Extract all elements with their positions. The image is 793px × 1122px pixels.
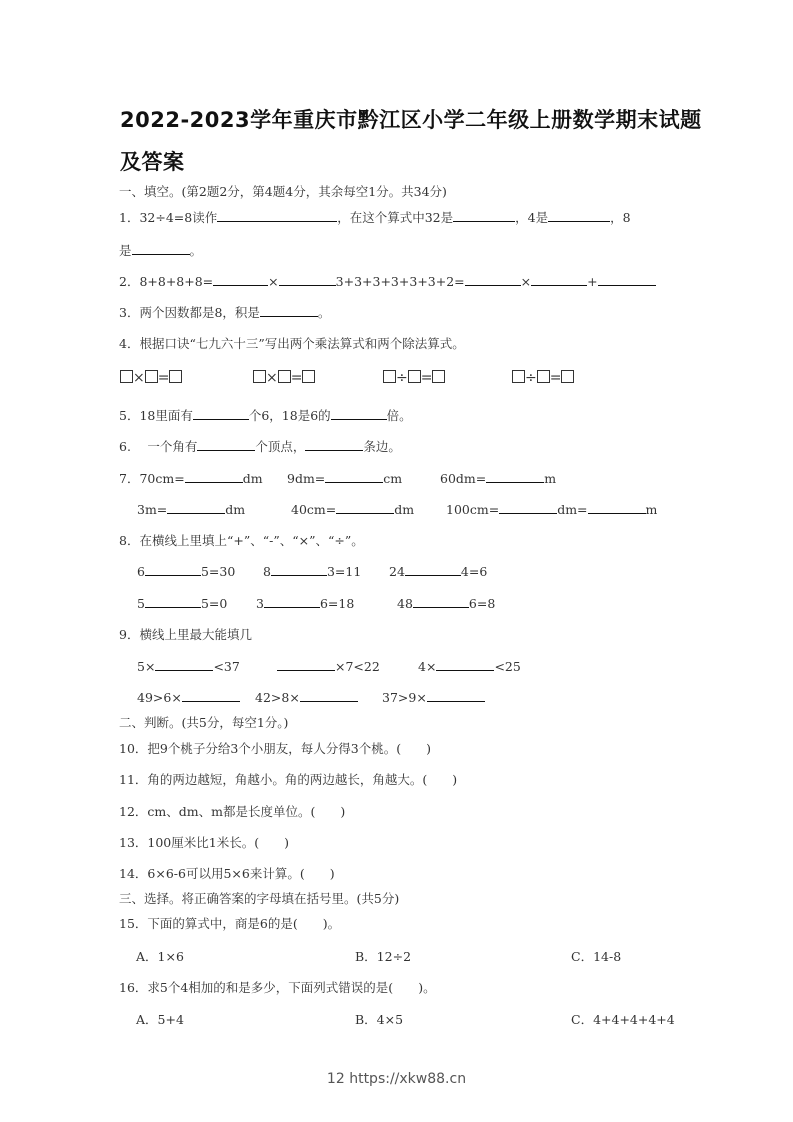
q1-text-d: ，8 <box>610 210 631 225</box>
q8-pre: 6 <box>137 564 145 579</box>
q2-text-c: 3+3+3+3+3+3+2= <box>335 274 465 289</box>
q1-blank-4[interactable] <box>132 241 190 255</box>
q7-blank[interactable] <box>486 469 544 483</box>
question-5 <box>119 406 412 424</box>
q4-box[interactable] <box>169 370 182 383</box>
q1-blank-1[interactable] <box>217 208 337 222</box>
q2-text-e: + <box>587 274 598 289</box>
q9-item-2 <box>277 657 380 674</box>
q4-op: ÷ <box>525 370 537 386</box>
q9-item-6 <box>382 688 485 705</box>
q7-pre: 40cm= <box>291 502 337 517</box>
q2-blank-5[interactable] <box>598 272 656 286</box>
q15-option-c[interactable]: C．14-8 <box>571 949 622 964</box>
q1-blank-3[interactable] <box>548 208 610 222</box>
q1-text-f: 。 <box>189 243 203 258</box>
q5-text-a: 5．18里面有 <box>119 408 193 423</box>
q2-blank-2[interactable] <box>279 272 336 286</box>
q7-post: dm <box>242 471 263 486</box>
q8-post: 4=6 <box>460 564 488 579</box>
q4-equation-3 <box>383 370 445 386</box>
q7-post: m <box>544 471 557 486</box>
q9-item-3 <box>418 657 521 674</box>
q7-item-3 <box>440 469 556 486</box>
q7-blank[interactable] <box>185 469 243 483</box>
q5-text-b: 个6，18是6的 <box>248 408 331 423</box>
q8-blank[interactable] <box>413 594 469 608</box>
q9-item-1 <box>137 657 240 674</box>
q7-post: dm <box>394 502 415 517</box>
q8-item-2 <box>263 562 361 579</box>
q7-pre: 100cm= <box>446 502 500 517</box>
q7-item-2 <box>287 469 402 486</box>
q7-post: cm <box>383 471 403 486</box>
q7-pre: 9dm= <box>287 471 326 486</box>
q9-blank[interactable] <box>427 688 485 702</box>
q16-option-a[interactable]: A．5+4 <box>136 1012 184 1027</box>
q2-blank-1[interactable] <box>213 272 268 286</box>
question-8: 8．在横线上里填上“+”、“-”、“×”、“÷”。 <box>119 533 364 548</box>
q4-op: × <box>266 370 278 386</box>
q4-eq: = <box>157 370 170 386</box>
q6-blank-1[interactable] <box>197 437 255 451</box>
q7-pre: 60dm= <box>440 471 487 486</box>
section-2-heading: 二、判断。(共5分，每空1分。) <box>119 715 289 730</box>
q7-post: m <box>645 502 658 517</box>
q8-post: 6=8 <box>468 596 496 611</box>
q9-item-5 <box>255 688 358 705</box>
q5-blank-2[interactable] <box>331 406 387 420</box>
q4-box[interactable] <box>537 370 550 383</box>
q8-blank[interactable] <box>271 562 327 576</box>
q8-blank[interactable] <box>405 562 461 576</box>
q7-pre: 7．70cm= <box>119 471 185 486</box>
q4-eq: = <box>420 370 433 386</box>
q16-option-c[interactable]: C．4+4+4+4+4 <box>571 1012 675 1027</box>
q6-blank-2[interactable] <box>305 437 363 451</box>
section-3-heading: 三、选择。将正确答案的字母填在括号里。(共5分) <box>119 891 400 906</box>
document-title-line2: 及答案 <box>120 150 185 174</box>
q8-post: 3=11 <box>326 564 362 579</box>
q1-text-a: 1．32÷4=8读作 <box>119 210 218 225</box>
q2-text-d: × <box>520 274 532 289</box>
q15-option-a[interactable]: A．1×6 <box>136 949 184 964</box>
q4-box[interactable] <box>120 370 133 383</box>
q2-text-b: × <box>268 274 279 289</box>
q3-text-b: 。 <box>317 305 331 320</box>
q3-blank[interactable] <box>260 303 318 317</box>
q7-blank[interactable] <box>167 500 225 514</box>
q2-blank-4[interactable] <box>531 272 587 286</box>
q16-option-b[interactable]: B．4×5 <box>355 1012 404 1027</box>
q4-op: ÷ <box>396 370 408 386</box>
q8-post: 5=30 <box>200 564 236 579</box>
q7-pre: 3m= <box>137 502 168 517</box>
q4-op: × <box>133 370 145 386</box>
q2-blank-3[interactable] <box>465 272 521 286</box>
q2-text-a: 2．8+8+8+8= <box>119 274 214 289</box>
q9-blank[interactable] <box>277 657 335 671</box>
q8-item-6 <box>397 594 495 611</box>
q7-blank[interactable] <box>499 500 557 514</box>
q8-item-1 <box>137 562 235 579</box>
q4-box[interactable] <box>561 370 574 383</box>
q3-text-a: 3．两个因数都是8，积是 <box>119 305 260 320</box>
q1-text-c: ，4是 <box>515 210 549 225</box>
q9-pre: 42>8× <box>255 690 300 705</box>
q4-equation-4 <box>512 370 574 386</box>
q8-item-3 <box>389 562 487 579</box>
q8-pre: 3 <box>256 596 264 611</box>
q4-equation-2 <box>253 370 315 386</box>
q7-post: dm <box>225 502 246 517</box>
q1-text-e: 是 <box>119 243 132 258</box>
q8-post: 5=0 <box>200 596 228 611</box>
question-1 <box>119 208 631 226</box>
q4-box[interactable] <box>408 370 421 383</box>
question-1-cont <box>119 241 202 259</box>
q7-item-4 <box>137 500 245 517</box>
q4-box[interactable] <box>278 370 291 383</box>
question-4: 4．根据口诀“七九六十三”写出两个乘法算式和两个除法算式。 <box>119 336 465 351</box>
q9-blank[interactable] <box>182 688 240 702</box>
q4-box[interactable] <box>383 370 396 383</box>
q4-eq: = <box>549 370 562 386</box>
q4-box[interactable] <box>253 370 266 383</box>
q9-pre: 4× <box>418 659 437 674</box>
q9-post: ×7<22 <box>335 659 380 674</box>
question-11: 11．角的两边越短，角越小。角的两边越长，角越大。( ) <box>119 772 458 787</box>
question-10: 10．把9个桃子分给3个小朋友，每人分得3个桃。( ) <box>119 741 432 756</box>
q1-text-b: ，在这个算式中32是 <box>337 210 454 225</box>
page-number: 12 <box>326 1071 345 1087</box>
q8-item-4 <box>137 594 227 611</box>
q4-box[interactable] <box>302 370 315 383</box>
q8-blank[interactable] <box>264 594 320 608</box>
q7-item-6 <box>446 500 657 517</box>
q9-blank[interactable] <box>436 657 494 671</box>
q8-pre: 24 <box>389 564 405 579</box>
section-1-heading: 一、填空。(第2题2分，第4题4分，其余每空1分。共34分) <box>119 184 447 199</box>
q9-post: <37 <box>213 659 240 674</box>
q4-box[interactable] <box>145 370 158 383</box>
q7-item-1 <box>119 469 263 487</box>
q6-text-b: 个顶点， <box>255 439 306 454</box>
q6-text-a: 6. 一个角有 <box>119 439 198 454</box>
q7-item-5 <box>291 500 414 517</box>
question-6 <box>119 437 401 455</box>
q8-post: 6=18 <box>319 596 355 611</box>
q8-pre: 48 <box>397 596 413 611</box>
q9-pre: 5× <box>137 659 156 674</box>
question-9: 9．横线上里最大能填几 <box>119 627 252 642</box>
q9-blank[interactable] <box>300 688 358 702</box>
q9-item-4 <box>137 688 240 705</box>
footer-url[interactable]: https://xkw88.cn <box>349 1071 467 1087</box>
q9-post: <25 <box>494 659 521 674</box>
q7-mid: dm= <box>557 502 588 517</box>
q9-pre: 49>6× <box>137 690 182 705</box>
q9-blank[interactable] <box>155 657 213 671</box>
q9-pre: 37>9× <box>382 690 427 705</box>
document-title-line1: 2022-2023学年重庆市黔江区小学二年级上册数学期末试题 <box>120 108 702 132</box>
question-16: 16．求5个4相加的和是多少，下面列式错误的是( )。 <box>119 980 436 995</box>
q4-box[interactable] <box>432 370 445 383</box>
question-13: 13．100厘米比1米长。( ) <box>119 835 289 850</box>
question-2 <box>119 272 656 290</box>
q8-item-5 <box>256 594 354 611</box>
q8-blank[interactable] <box>145 562 201 576</box>
q8-pre: 8 <box>263 564 271 579</box>
page-footer <box>0 1071 793 1087</box>
question-12: 12．cm、dm、m都是长度单位。( ) <box>119 804 346 819</box>
q8-blank[interactable] <box>145 594 201 608</box>
q1-blank-2[interactable] <box>453 208 515 222</box>
question-14: 14．6×6-6可以用5×6来计算。( ) <box>119 866 335 881</box>
q7-blank[interactable] <box>588 500 646 514</box>
q7-blank[interactable] <box>336 500 394 514</box>
q5-text-c: 倍。 <box>386 408 412 423</box>
q4-equation-1 <box>120 370 182 386</box>
question-3 <box>119 303 330 321</box>
q4-box[interactable] <box>512 370 525 383</box>
q4-eq: = <box>290 370 303 386</box>
q7-blank[interactable] <box>325 469 383 483</box>
q5-blank-1[interactable] <box>193 406 249 420</box>
q15-option-b[interactable]: B．12÷2 <box>355 949 412 964</box>
q6-text-c: 条边。 <box>363 439 401 454</box>
question-15: 15．下面的算式中，商是6的是( )。 <box>119 916 341 931</box>
q8-pre: 5 <box>137 596 145 611</box>
